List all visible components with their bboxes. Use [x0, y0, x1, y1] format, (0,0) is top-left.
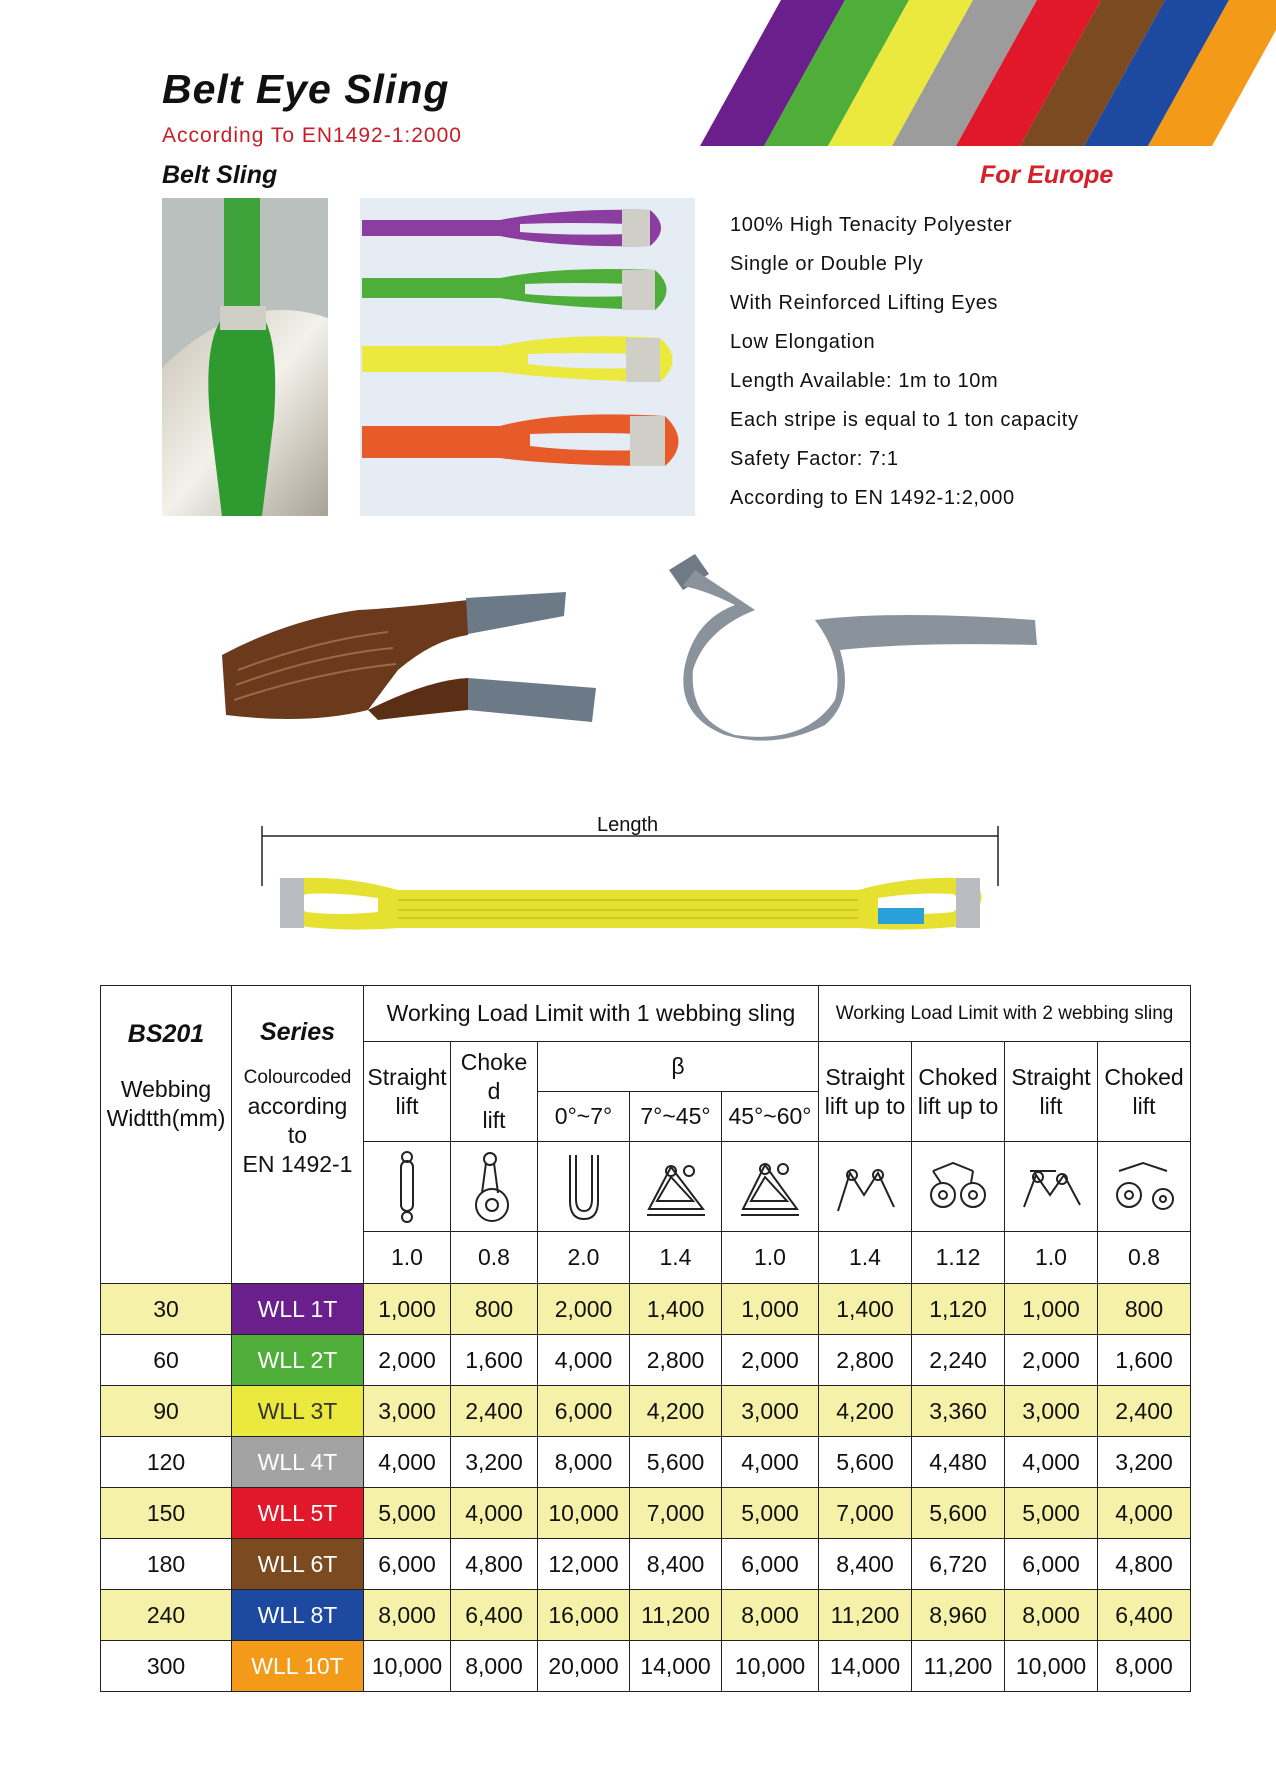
value-cell: 6,000 — [364, 1539, 451, 1590]
value-cell: 5,000 — [722, 1488, 819, 1539]
value-cell: 1,120 — [912, 1284, 1005, 1335]
value-cell: 8,000 — [1005, 1590, 1098, 1641]
value-cell: 4,200 — [819, 1386, 912, 1437]
value-cell: 5,600 — [630, 1437, 722, 1488]
width-cell: 30 — [101, 1284, 232, 1335]
value-cell: 6,000 — [1005, 1539, 1098, 1590]
value-cell: 11,200 — [912, 1641, 1005, 1692]
group1-header: Working Load Limit with 1 webbing sling — [364, 986, 819, 1042]
value-cell: 3,200 — [451, 1437, 538, 1488]
factor-cell: 1.0 — [1005, 1232, 1098, 1284]
two-leg-straight-2-icon — [1005, 1142, 1098, 1232]
value-cell: 800 — [451, 1284, 538, 1335]
value-cell: 6,720 — [912, 1539, 1005, 1590]
basket-7-45-icon — [630, 1142, 722, 1232]
value-cell: 14,000 — [630, 1641, 722, 1692]
value-cell: 3,360 — [912, 1386, 1005, 1437]
value-cell: 7,000 — [819, 1488, 912, 1539]
choked-lift-2-header: Choked lift — [1098, 1042, 1191, 1142]
value-cell: 3,000 — [1005, 1386, 1098, 1437]
value-cell: 10,000 — [722, 1641, 819, 1692]
value-cell: 4,480 — [912, 1437, 1005, 1488]
choked-lift-header: Choke d lift — [451, 1042, 538, 1142]
value-cell: 10,000 — [1005, 1641, 1098, 1692]
value-cell: 6,000 — [722, 1539, 819, 1590]
table-row — [101, 1641, 1191, 1692]
value-cell: 2,800 — [819, 1335, 912, 1386]
value-cell: 1,400 — [630, 1284, 722, 1335]
sling-on-pipe-photo — [162, 198, 328, 516]
value-cell: 8,960 — [912, 1590, 1005, 1641]
group2-header: Working Load Limit with 2 webbing sling — [819, 986, 1191, 1042]
value-cell: 6,400 — [451, 1590, 538, 1641]
value-cell: 8,000 — [1098, 1641, 1191, 1692]
two-leg-straight-icon — [819, 1142, 912, 1232]
value-cell: 3,000 — [722, 1386, 819, 1437]
value-cell: 4,000 — [1005, 1437, 1098, 1488]
series-cell: WLL 2T — [232, 1335, 364, 1386]
feature-item: Safety Factor: 7:1 — [730, 448, 899, 470]
value-cell: 1,400 — [819, 1284, 912, 1335]
value-cell: 8,400 — [819, 1539, 912, 1590]
value-cell: 10,000 — [538, 1488, 630, 1539]
series-cell: WLL 5T — [232, 1488, 364, 1539]
value-cell: 800 — [1098, 1284, 1191, 1335]
length-label: Length — [597, 814, 659, 836]
series-cell: WLL 1T — [232, 1284, 364, 1335]
value-cell: 1,000 — [1005, 1284, 1098, 1335]
factor-cell: 0.8 — [1098, 1232, 1191, 1284]
value-cell: 7,000 — [630, 1488, 722, 1539]
section-heading: Belt Sling — [162, 161, 278, 189]
factor-cell: 0.8 — [451, 1232, 538, 1284]
value-cell: 14,000 — [819, 1641, 912, 1692]
width-cell: 120 — [101, 1437, 232, 1488]
value-cell: 4,000 — [1098, 1488, 1191, 1539]
table-row — [101, 1488, 1191, 1539]
feature-item: According to EN 1492-1:2,000 — [730, 487, 1015, 509]
width-cell: 90 — [101, 1386, 232, 1437]
value-cell: 8,000 — [538, 1437, 630, 1488]
value-cell: 11,200 — [630, 1590, 722, 1641]
factor-cell: 1.0 — [364, 1232, 451, 1284]
beta-header: β — [538, 1042, 819, 1092]
feature-item: Low Elongation — [730, 331, 876, 353]
beta-range-7-45: 7°~45° — [630, 1092, 722, 1142]
width-cell: 60 — [101, 1335, 232, 1386]
basket-lift-icon — [538, 1142, 630, 1232]
series-header — [232, 986, 364, 1284]
feature-item: Single or Double Ply — [730, 253, 924, 275]
model-code: BS201 — [127, 1020, 205, 1048]
table-row — [101, 1539, 1191, 1590]
width-cell: 300 — [101, 1641, 232, 1692]
table-row — [101, 1590, 1191, 1641]
value-cell: 8,000 — [722, 1590, 819, 1641]
color-stripes-banner — [700, 0, 1276, 146]
value-cell: 4,000 — [538, 1335, 630, 1386]
value-cell: 8,000 — [451, 1641, 538, 1692]
standard-subtitle: According To EN1492-1:2000 — [162, 124, 462, 147]
region-label: For Europe — [980, 161, 1114, 189]
model-and-width-header — [101, 986, 232, 1284]
value-cell: 2,000 — [1005, 1335, 1098, 1386]
table-row — [101, 1437, 1191, 1488]
page-title: Belt Eye Sling — [162, 66, 450, 112]
value-cell: 3,000 — [364, 1386, 451, 1437]
value-cell: 1,000 — [364, 1284, 451, 1335]
value-cell: 4,200 — [630, 1386, 722, 1437]
table-row — [101, 1284, 1191, 1335]
value-cell: 4,000 — [722, 1437, 819, 1488]
value-cell: 2,240 — [912, 1335, 1005, 1386]
series-label: Series — [259, 1018, 336, 1046]
beta-range-0-7: 0°~7° — [538, 1092, 630, 1142]
webbing-width-label: Webbing Widtth(mm) — [106, 1076, 226, 1131]
table-row — [101, 1335, 1191, 1386]
colored-slings-photo — [360, 198, 695, 516]
factor-cell: 1.4 — [630, 1232, 722, 1284]
colourcoded-label: Colourcoded according to EN 1492-1 — [242, 1067, 353, 1177]
value-cell: 20,000 — [538, 1641, 630, 1692]
table-row — [101, 1386, 1191, 1437]
feature-item: Length Available: 1m to 10m — [730, 370, 999, 392]
factor-cell: 1.4 — [819, 1232, 912, 1284]
choked-lift-up-to-header: Choked lift up to — [912, 1042, 1005, 1142]
brown-sling-photo — [218, 560, 598, 730]
value-cell: 1,000 — [722, 1284, 819, 1335]
value-cell: 11,200 — [819, 1590, 912, 1641]
two-leg-choked-2-icon — [1098, 1142, 1191, 1232]
value-cell: 5,600 — [819, 1437, 912, 1488]
factor-cell: 2.0 — [538, 1232, 630, 1284]
straight-lift-2-header: Straight lift — [1005, 1042, 1098, 1142]
series-cell: WLL 8T — [232, 1590, 364, 1641]
feature-item: With Reinforced Lifting Eyes — [730, 292, 999, 314]
value-cell: 8,400 — [630, 1539, 722, 1590]
two-leg-choked-icon — [912, 1142, 1005, 1232]
factor-cell: 1.0 — [722, 1232, 819, 1284]
feature-item: Each stripe is equal to 1 ton capacity — [730, 409, 1079, 431]
value-cell: 16,000 — [538, 1590, 630, 1641]
value-cell: 1,600 — [1098, 1335, 1191, 1386]
value-cell: 12,000 — [538, 1539, 630, 1590]
value-cell: 2,000 — [364, 1335, 451, 1386]
value-cell: 2,400 — [1098, 1386, 1191, 1437]
value-cell: 2,000 — [722, 1335, 819, 1386]
straight-lift-up-to-header: Straight lift up to — [819, 1042, 912, 1142]
value-cell: 3,200 — [1098, 1437, 1191, 1488]
value-cell: 4,800 — [1098, 1539, 1191, 1590]
width-cell: 240 — [101, 1590, 232, 1641]
value-cell: 5,600 — [912, 1488, 1005, 1539]
series-cell: WLL 10T — [232, 1641, 364, 1692]
straight-lift-header: Straight lift — [364, 1042, 451, 1142]
value-cell: 1,600 — [451, 1335, 538, 1386]
straight-lift-icon — [364, 1142, 451, 1232]
value-cell: 4,000 — [451, 1488, 538, 1539]
feature-item: 100% High Tenacity Polyester — [730, 214, 1013, 236]
value-cell: 2,400 — [451, 1386, 538, 1437]
value-cell: 6,400 — [1098, 1590, 1191, 1641]
series-cell: WLL 4T — [232, 1437, 364, 1488]
beta-range-45-60: 45°~60° — [722, 1092, 819, 1142]
load-limit-table — [100, 985, 1191, 1692]
value-cell: 6,000 — [538, 1386, 630, 1437]
feature-list — [730, 206, 1079, 518]
choked-lift-icon — [451, 1142, 538, 1232]
value-cell: 5,000 — [364, 1488, 451, 1539]
width-cell: 180 — [101, 1539, 232, 1590]
value-cell: 4,000 — [364, 1437, 451, 1488]
gray-sling-photo — [665, 550, 1045, 745]
value-cell: 2,000 — [538, 1284, 630, 1335]
series-cell: WLL 6T — [232, 1539, 364, 1590]
value-cell: 10,000 — [364, 1641, 451, 1692]
width-cell: 150 — [101, 1488, 232, 1539]
value-cell: 8,000 — [364, 1590, 451, 1641]
series-cell: WLL 3T — [232, 1386, 364, 1437]
factor-cell: 1.12 — [912, 1232, 1005, 1284]
value-cell: 2,800 — [630, 1335, 722, 1386]
value-cell: 5,000 — [1005, 1488, 1098, 1539]
basket-45-60-icon — [722, 1142, 819, 1232]
value-cell: 4,800 — [451, 1539, 538, 1590]
